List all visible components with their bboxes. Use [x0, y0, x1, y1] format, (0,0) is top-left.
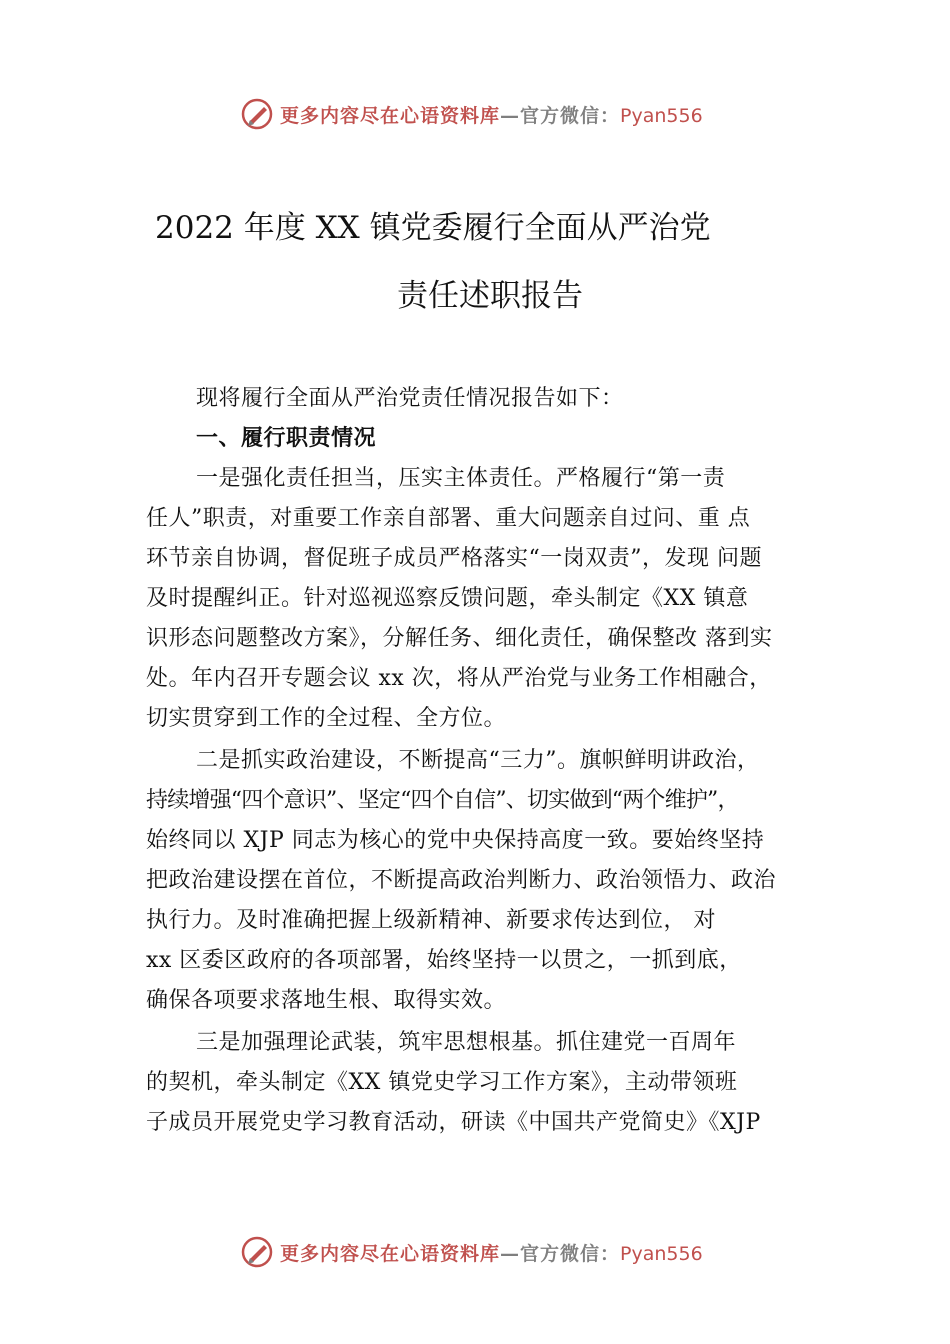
watermark-text: 更多内容尽在心语资料库—官方微信：Pyan556 — [280, 1242, 703, 1265]
document-title-line2: 责任述职报告 — [397, 278, 583, 314]
body-line: 处。年内召开专题会议 xx 次，将从严治党与业务工作相融合， — [146, 666, 772, 691]
section-heading: 一、履行职责情况 — [196, 426, 377, 451]
body-line: 子成员开展党史学习教育活动，研读《中国共产党简史》《XJP — [146, 1110, 761, 1135]
body-line: xx 区委区政府的各项部署，始终坚持一以贯之，一抓到底， — [146, 948, 742, 973]
pen-logo-icon — [240, 97, 274, 131]
body-line: 一是强化责任担当，压实主体责任。严格履行“第一责 — [196, 466, 726, 491]
intro-paragraph: 现将履行全面从严治党责任情况报告如下： — [196, 386, 624, 411]
body-line: 执行力。及时准确把握上级新精神、新要求传达到位， 对 — [146, 908, 716, 933]
pen-logo-icon — [240, 1235, 274, 1269]
watermark-text: 更多内容尽在心语资料库—官方微信：Pyan556 — [280, 104, 703, 127]
body-line: 二是抓实政治建设，不断提高“三力”。旗帜鲜明讲政治， — [196, 748, 760, 773]
body-line: 及时提醒纠正。针对巡视巡察反馈问题，牵头制定《XX 镇意 — [146, 586, 749, 611]
body-line: 持续增强“四个意识”、坚定“四个自信”、切实做到“两个维护”， — [146, 788, 739, 813]
body-line: 始终同以 XJP 同志为核心的党中央保持高度一致。要始终坚持 — [146, 828, 765, 853]
body-line: 环节亲自协调，督促班子成员严格落实“一岗双责”，发现 问题 — [146, 546, 762, 571]
body-line: 识形态问题整改方案》，分解任务、细化责任，确保整改 落到实 — [146, 626, 773, 651]
watermark-banner-top — [0, 94, 950, 134]
watermark-banner-bottom — [0, 1232, 950, 1272]
body-line: 三是加强理论武装，筑牢思想根基。抓住建党一百周年 — [196, 1030, 737, 1055]
document-title-line1: 2022 年度 XX 镇党委履行全面从严治党 — [155, 210, 711, 246]
body-line: 任人”职责，对重要工作亲自部署、重大问题亲自过问、重 点 — [146, 506, 751, 531]
body-line: 的契机，牵头制定《XX 镇党史学习工作方案》，主动带领班 — [146, 1070, 738, 1095]
body-line: 确保各项要求落地生根、取得实效。 — [146, 988, 507, 1013]
body-line: 切实贯穿到工作的全过程、全方位。 — [146, 706, 507, 731]
body-line: 把政治建设摆在首位，不断提高政治判断力、政治领悟力、政治 — [146, 868, 777, 893]
